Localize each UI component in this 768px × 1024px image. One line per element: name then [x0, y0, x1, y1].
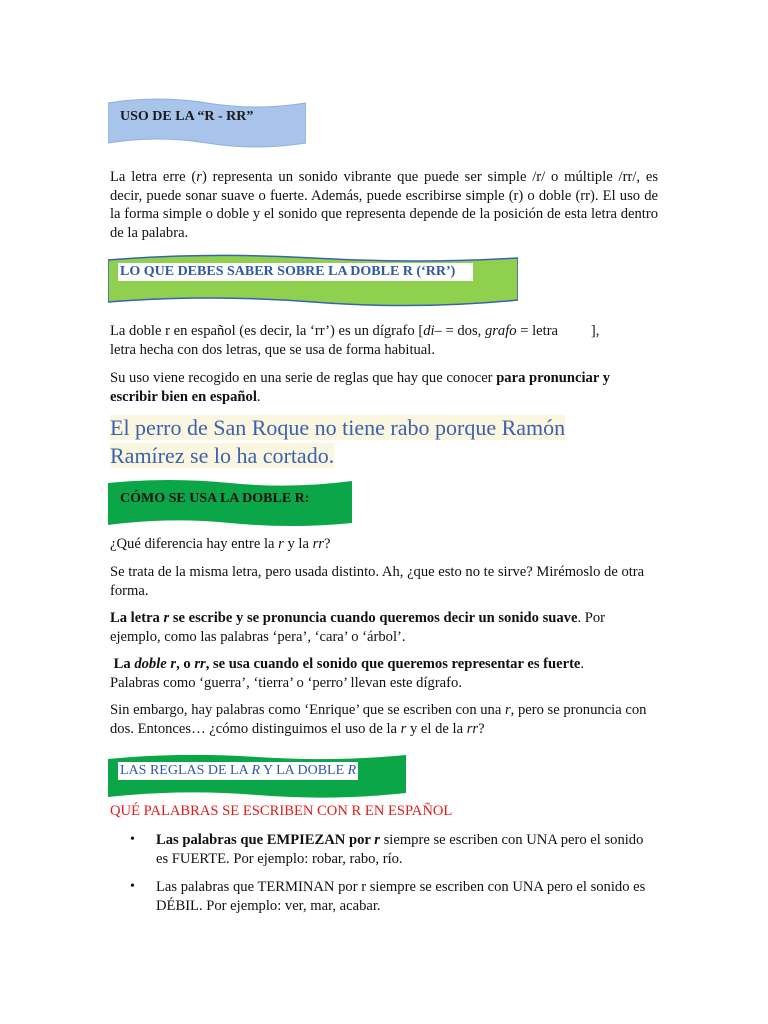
trata-paragraph: Se trata de la misma letra, pero usada distinto. Ah, ¿que esto no te sirve? Mirémoslo de otra forma.	[110, 564, 645, 599]
rules-list	[110, 831, 658, 925]
red-heading: QUÉ PALABRAS SE ESCRIBEN CON R EN ESPAÑOL	[110, 803, 453, 819]
doble-r-paragraph: La doble r, o rr, se usa cuando el sonido que queremos representar es fuerte. Palabras como ‘guerra’, ‘tierra’ o ‘perro’ llevan este dígrafo.	[110, 656, 585, 691]
list-item: • Las palabras que TERMINAN por r siempre se escriben con UNA pero el sonido es DÉBIL. Por ejemplo: ver, mar, acabar.	[130, 879, 646, 914]
embargo-paragraph: Sin embargo, hay palabras como ‘Enrique’ que se escriben con una r, pero se pronuncia con dos. Entonces… ¿cómo distinguimos el uso de la r y el de la rr?	[110, 702, 647, 737]
letra-r-paragraph: La letra r se escribe y se pronuncia cuando queremos decir un sonido suave. Por ejemplo, como las palabras ‘pera’, ‘cara’ o ‘árbol’.	[110, 610, 606, 645]
tongue-twister: El perro de San Roque no tiene rabo porque Ramón Ramírez se lo ha cortado.	[110, 415, 566, 468]
digrafo-paragraph: La doble r en español (es decir, la ‘rr’) es un dígrafo [di– = dos, grafo = letra ], letra hecha con dos letras, que se usa de forma habitual.	[110, 323, 600, 358]
section-banner-como-usa	[108, 479, 352, 527]
section-banner-como-usa-text: CÓMO SE USA LA DOBLE R:	[120, 491, 310, 506]
uso-paragraph: Su uso viene recogido en una serie de reglas que hay que conocer para pronunciar y escribir bien en español.	[110, 370, 610, 405]
title-banner	[108, 97, 306, 149]
intro-paragraph: La letra erre (r) representa un sonido vibrante que puede ser simple /r/ o múltiple /rr/, es decir, puede sonar suave o fuerte. Además, puede escribirse simple (r) o doble (rr). El uso de la forma simple o doble y el sonido que representa depende de la posición de esta letra dentro de la palabra.	[110, 169, 659, 241]
bullet-icon: •	[130, 879, 135, 894]
list-item: • Las palabras que EMPIEZAN por r siempre se escriben con UNA pero el sonido es FUERTE. Por ejemplo: robar, rabo, río.	[130, 832, 644, 867]
section-banner-doble-r	[108, 254, 518, 308]
section-banner-reglas-text: LAS REGLAS DE LA R Y LA DOBLE R	[120, 763, 357, 778]
section-banner-doble-r-text: LO QUE DEBES SABER SOBRE LA DOBLE R (‘RR’)	[118, 263, 473, 281]
question-paragraph: ¿Qué diferencia hay entre la r y la rr?	[110, 536, 331, 552]
title-banner-text: USO DE LA “R - RR”	[120, 109, 254, 124]
bullet-icon: •	[130, 832, 135, 847]
section-banner-reglas	[108, 753, 406, 799]
